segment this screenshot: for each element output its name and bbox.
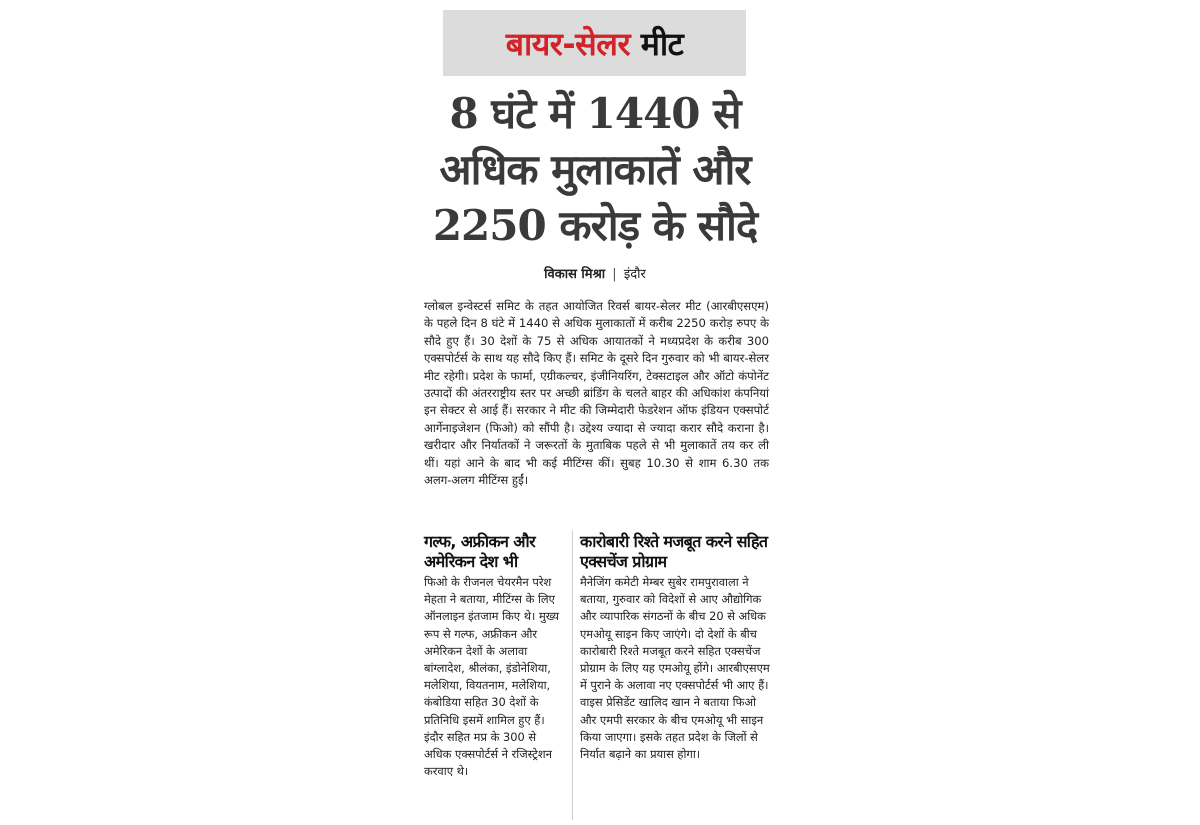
left-column [424, 532, 564, 780]
headline-line-1: 8 घंटे में 1440 से [449, 89, 741, 138]
headline-line-3: 2250 करोड़ के सौदे [432, 201, 758, 250]
right-column-heading: कारोबारी रिश्ते मजबूत करने सहित एक्सचेंज प्रोग्राम [580, 532, 768, 571]
banner-title [506, 22, 684, 65]
banner-title-red: बायर-सेलर [505, 24, 631, 63]
right-column-text: मैनेजिंग कमेटी मेम्बर सुबेर रामपुरावाला ने बताया, गुरुवार को विदेशों से आए औद्योगिक और व्यापारिक संगठनों के बीच 20 से अधिक एमओयू साइन किए जाएंगे। दो देशों के बीच कारोबारी रिश्ते मजबूत करने सहित एक्सचेंज प्रोग्राम के लिए यह एमओयू होंगे। आरबीएसएम में पुराने के अलावा नए एक्सपोर्टर्स भी आए हैं। वाइस प्रेसिडेंट खालिद खान ने बताया फिओ और एमपी सरकार के बीच एमओयू भी साइन किया जाएगा। इसके तहत प्रदेश के जिलों से निर्यात बढ़ाने का प्रयास होगा। [580, 575, 770, 762]
byline-author: विकास मिश्रा [544, 267, 606, 282]
section-banner [443, 10, 746, 76]
lead-paragraph [424, 298, 769, 489]
headline-line-2: अधिक मुलाकातें और [439, 145, 751, 194]
right-column [580, 532, 772, 763]
headline [420, 86, 770, 254]
banner-title-black: मीट [640, 24, 684, 63]
byline [420, 264, 770, 282]
left-column-heading: गल्फ, अफ्रीकन और अमेरिकन देश भी [424, 532, 536, 571]
lead-text: ग्लोबल इन्वेस्टर्स समिट के तहत आयोजित रिवर्स बायर-सेलर मीट (आरबीएसएम) के पहले दिन 8 घंटे में 1440 से अधिक मुलाकातों में करीब 2250 करोड़ रुपए के सौदे हुए हैं। 30 देशों के 75 से अधिक आयातकों ने मध्यप्रदेश के करीब 300 एक्सपोर्टर्स के साथ यह सौदे किए हैं। समिट के दूसरे दिन गुरुवार को भी बायर-सेलर मीट रहेगी। प्रदेश के फार्मा, एग्रीकल्चर, इंजीनियरिंग, टेक्सटाइल और ऑटो कंपोनेंट उत्पादों की अंतरराष्ट्रीय स्तर पर अच्छी ब्रांडिंग के चलते बाहर की अधिकांश कंपनियां इन सेक्टर से आई हैं। सरकार ने मीट की जिम्मेदारी फेडरेशन ऑफ इंडियन एक्सपोर्ट आर्गेनाइजेशन (फिओ) को सौंपी है। उद्देश्य ज्यादा से ज्यादा करार सौदे कराना है। खरीदार और निर्यातकों ने जरूरतों के मुताबिक पहले से भी मुलाकातें तय कर ली थीं। यहां आने के बाद भी कई मीटिंग्स कीं। सुबह 10.30 से शाम 6.30 तक अलग-अलग मीटिंग्स हुईं। [424, 299, 769, 488]
column-divider [572, 530, 573, 820]
byline-location: इंदौर [623, 267, 646, 282]
left-column-text: फिओ के रीजनल चेयरमैन परेश मेहता ने बताया, मीटिंग्स के लिए ऑनलाइन इंतजाम किए थे। मुख्य रूप से गल्फ, अफ्रीकन और अमेरिकन देशों के अलावा बांग्लादेश, श्रीलंका, इंडोनेशिया, मलेशिया, वियतनाम, मलेशिया, कंबोडिया सहित 30 देशों के प्रतिनिधि इसमें शामिल हुए हैं। इंदौर सहित मप्र के 300 से अधिक एक्सपोर्टर्स ने रजिस्ट्रेशन करवाए थे। [424, 575, 560, 779]
byline-separator: | [612, 267, 617, 282]
